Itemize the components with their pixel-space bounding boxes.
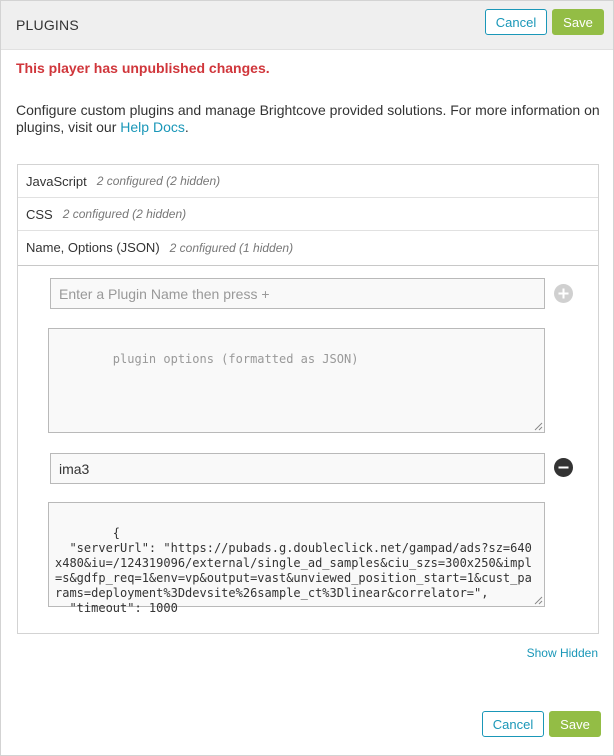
plugins-description [16, 102, 601, 136]
plugin-name-value: ima3 [59, 460, 90, 477]
accordion-css[interactable] [18, 198, 598, 231]
minus-icon [558, 462, 569, 473]
footer-cancel-button[interactable]: Cancel [482, 711, 544, 737]
plugins-accordion [17, 164, 599, 634]
accordion-count: 2 configured (2 hidden) [62, 207, 187, 221]
accordion-label: JavaScript [26, 173, 87, 189]
plugin-options-value: { "serverUrl": "https://pubads.g.doubleclick.net/gampad/ads?sz=640x480&iu=/124319096/external/single_ad_samples&ciu_szs=300x250&impl=s&gdfp_req=1&env=vp&output=vast&unviewed_position_start=1&cust_params=deployment%3Ddevsite%26sample_ct%3Dlinear&correlator=", "timeout": 1000 [55, 526, 532, 615]
description-text: Configure custom plugins and manage Brightcove provided solutions. For more information on plugins, visit our [16, 102, 600, 135]
accordion-body-name-options [18, 265, 598, 633]
description-suffix: . [184, 119, 189, 135]
panel-header [1, 1, 613, 50]
header-save-button[interactable]: Save [552, 9, 604, 35]
new-plugin-name-input[interactable] [50, 278, 545, 309]
footer-save-button[interactable]: Save [549, 711, 601, 737]
page-title: PLUGINS [16, 17, 79, 33]
plugin-options-textarea[interactable] [48, 502, 545, 615]
show-hidden-link[interactable]: Show Hidden [526, 646, 598, 660]
accordion-count: 2 configured (1 hidden) [169, 240, 294, 255]
textarea-placeholder: plugin options (formatted as JSON) [112, 352, 359, 366]
accordion-label: Name, Options (JSON) [26, 240, 160, 255]
input-placeholder: Enter a Plugin Name then press + [59, 285, 270, 302]
resize-grip-icon[interactable] [534, 422, 543, 431]
accordion-count: 2 configured (2 hidden) [96, 174, 221, 188]
plugin-name-input[interactable] [50, 453, 545, 484]
plus-icon [558, 288, 569, 299]
header-cancel-button[interactable]: Cancel [485, 9, 547, 35]
unpublished-warning: This player has unpublished changes. [16, 60, 270, 76]
help-docs-link[interactable]: Help Docs [120, 119, 185, 135]
minus-circle-icon[interactable] [554, 458, 573, 477]
accordion-javascript[interactable] [18, 165, 598, 198]
accordion-name-options[interactable] [18, 231, 598, 264]
new-plugin-options-textarea[interactable] [48, 328, 545, 433]
resize-grip-icon[interactable] [534, 596, 543, 605]
plus-circle-icon[interactable] [554, 284, 573, 303]
accordion-label: CSS [26, 206, 53, 222]
